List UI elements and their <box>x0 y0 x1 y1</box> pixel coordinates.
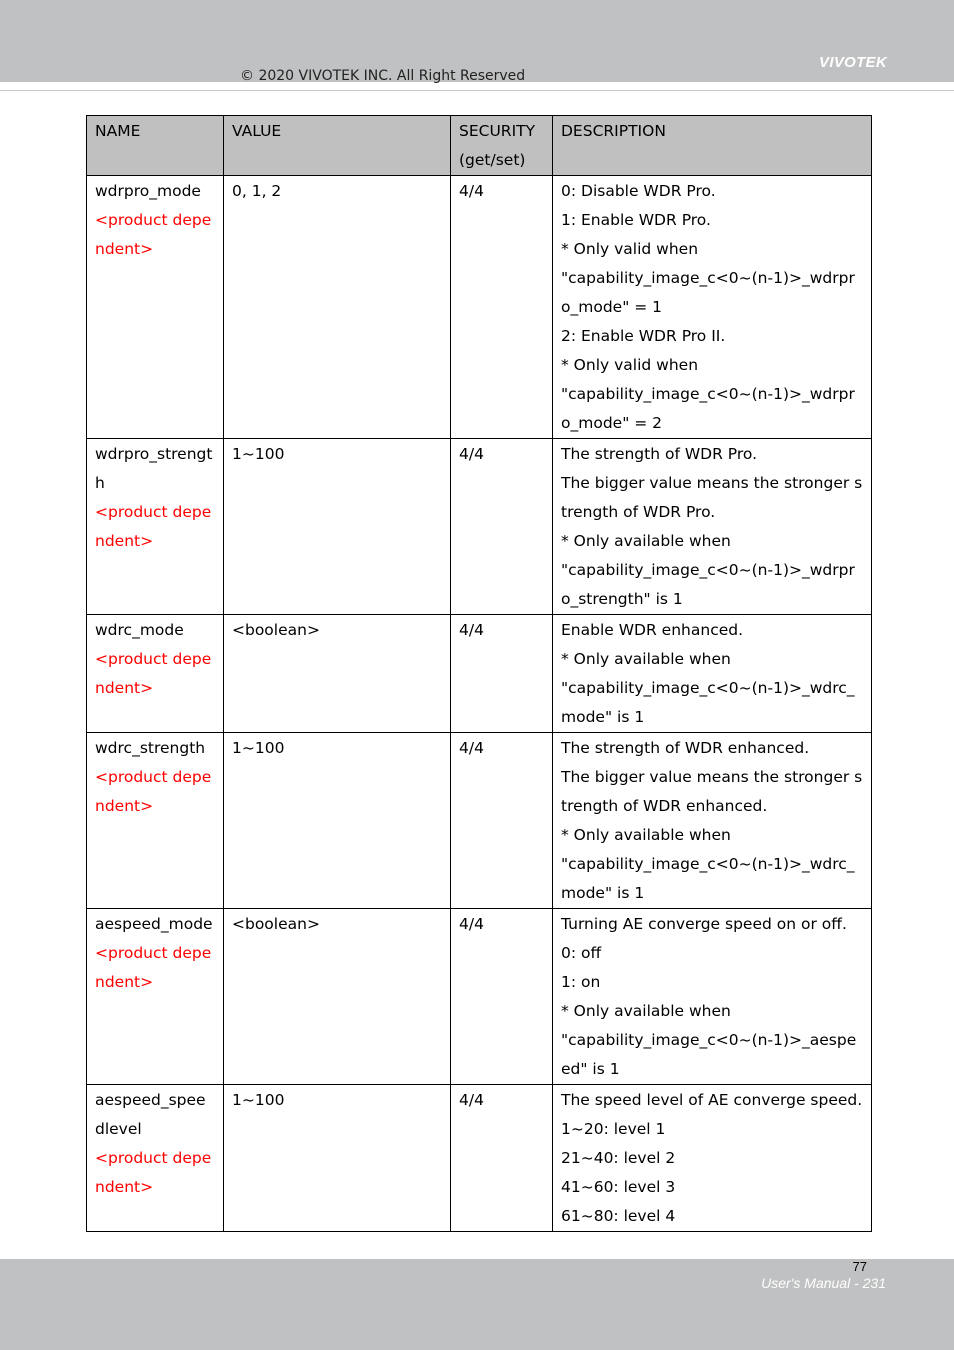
parameter-name-cell <box>87 909 224 1085</box>
description-line: "capability_image_c<0~(n-1)>_wdrpro_strength" is 1 <box>561 561 855 608</box>
product-dependent-note: <product dependent> <box>95 211 212 258</box>
parameter-value: 1~100 <box>224 439 451 615</box>
table-row <box>87 439 872 615</box>
description-line: Enable WDR enhanced. <box>561 621 744 639</box>
product-dependent-note: <product dependent> <box>95 503 212 550</box>
parameter-value: 1~100 <box>224 1085 451 1232</box>
description-line: "capability_image_c<0~(n-1)>_aespeed" is 1 <box>561 1031 857 1078</box>
parameter-description <box>553 439 872 615</box>
description-line: 0: off <box>561 944 602 962</box>
description-line: "capability_image_c<0~(n-1)>_wdrc_mode" is 1 <box>561 855 855 902</box>
description-line: 1: Enable WDR Pro. <box>561 211 711 229</box>
parameter-value: 0, 1, 2 <box>224 176 451 439</box>
product-dependent-note: <product dependent> <box>95 768 212 815</box>
table-row <box>87 909 872 1085</box>
parameter-description <box>553 733 872 909</box>
column-header-security: SECURITY(get/set) <box>451 116 553 176</box>
parameter-name-cell <box>87 615 224 733</box>
description-line: 21~40: level 2 <box>561 1149 676 1167</box>
parameter-name: wdrpro_strength <box>95 445 213 492</box>
parameter-table <box>86 115 872 1232</box>
column-header-name: NAME <box>87 116 224 176</box>
column-header-description: DESCRIPTION <box>553 116 872 176</box>
parameter-value: <boolean> <box>224 909 451 1085</box>
description-line: "capability_image_c<0~(n-1)>_wdrpro_mode" = 2 <box>561 385 855 432</box>
product-dependent-note: <product dependent> <box>95 1149 212 1196</box>
description-line: * Only available when <box>561 1002 731 1020</box>
parameter-security: 4/4 <box>451 615 553 733</box>
table-header-row <box>87 116 872 176</box>
parameter-name: wdrc_mode <box>95 621 184 639</box>
description-line: 1: on <box>561 973 601 991</box>
parameter-description <box>553 176 872 439</box>
table-row <box>87 615 872 733</box>
parameter-name: wdrc_strength <box>95 739 206 757</box>
table-body <box>87 176 872 1232</box>
description-line: "capability_image_c<0~(n-1)>_wdrc_mode" is 1 <box>561 679 855 726</box>
parameter-description <box>553 1085 872 1232</box>
product-dependent-note: <product dependent> <box>95 650 212 697</box>
parameter-security: 4/4 <box>451 176 553 439</box>
description-line: The strength of WDR enhanced. <box>561 739 810 757</box>
parameter-name: aespeed_mode <box>95 915 213 933</box>
parameter-security: 4/4 <box>451 1085 553 1232</box>
description-line: * Only valid when <box>561 356 699 374</box>
parameter-description <box>553 909 872 1085</box>
parameter-value: <boolean> <box>224 615 451 733</box>
description-line: * Only available when <box>561 826 731 844</box>
description-line: Turning AE converge speed on or off. <box>561 915 847 933</box>
header-divider <box>0 90 954 91</box>
parameter-name-cell <box>87 439 224 615</box>
description-line: The bigger value means the stronger strength of WDR Pro. <box>561 474 863 521</box>
table-row <box>87 176 872 439</box>
column-header-value: VALUE <box>224 116 451 176</box>
parameter-name-cell <box>87 733 224 909</box>
footer-bar <box>0 1259 954 1350</box>
description-line: * Only available when <box>561 650 731 668</box>
description-line: "capability_image_c<0~(n-1)>_wdrpro_mode" = 1 <box>561 269 855 316</box>
parameter-security: 4/4 <box>451 909 553 1085</box>
description-line: * Only available when <box>561 532 731 550</box>
product-dependent-note: <product dependent> <box>95 944 212 991</box>
description-line: The strength of WDR Pro. <box>561 445 758 463</box>
parameter-name-cell <box>87 1085 224 1232</box>
brand-logo: VIVOTEK <box>819 54 887 71</box>
parameter-security: 4/4 <box>451 733 553 909</box>
description-line: * Only valid when <box>561 240 699 258</box>
parameter-name: wdrpro_mode <box>95 182 201 200</box>
description-line: The bigger value means the stronger strength of WDR enhanced. <box>561 768 863 815</box>
parameter-name: aespeed_speedlevel <box>95 1091 206 1138</box>
description-line: 41~60: level 3 <box>561 1178 676 1196</box>
copyright-text: © 2020 VIVOTEK INC. All Right Reserved <box>240 68 526 84</box>
parameter-value: 1~100 <box>224 733 451 909</box>
parameter-security: 4/4 <box>451 439 553 615</box>
manual-page-label: User's Manual - 231 <box>761 1275 886 1291</box>
description-line: 2: Enable WDR Pro II. <box>561 327 726 345</box>
description-line: 0: Disable WDR Pro. <box>561 182 716 200</box>
parameter-description <box>553 615 872 733</box>
description-line: 1~20: level 1 <box>561 1120 666 1138</box>
description-line: The speed level of AE converge speed. <box>561 1091 863 1109</box>
table-row <box>87 1085 872 1232</box>
table-row <box>87 733 872 909</box>
description-line: 61~80: level 4 <box>561 1207 676 1225</box>
page-number: 77 <box>852 1259 867 1274</box>
parameter-name-cell <box>87 176 224 439</box>
